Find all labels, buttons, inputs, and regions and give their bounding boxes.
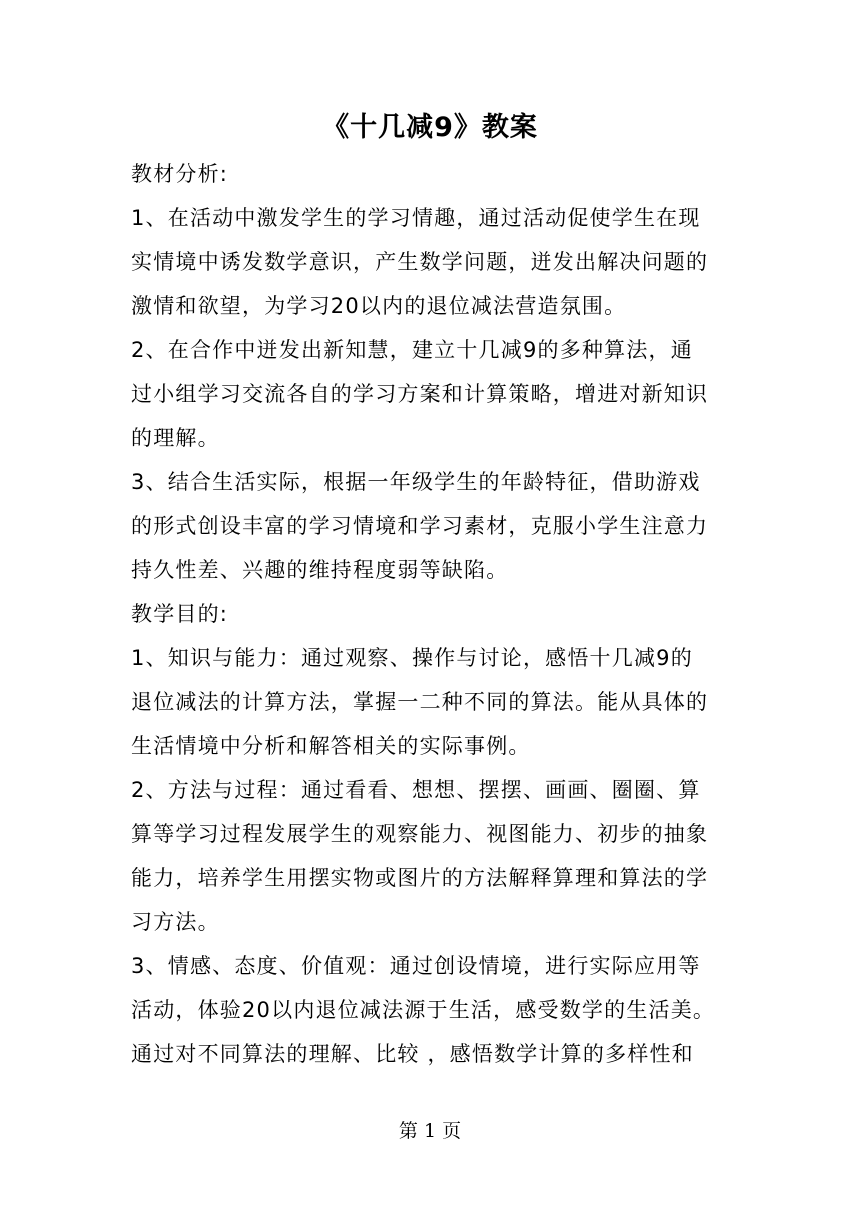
paragraph-line: 2、方法与过程：通过看看、想想、摆摆、画画、圈圈、算 <box>131 778 701 802</box>
paragraph-line: 生活情境中分析和解答相关的实际事例。 <box>131 734 531 758</box>
paragraph-line: 通过对不同算法的理解、比较 ，感悟数学计算的多样性和 <box>131 1042 694 1066</box>
paragraph-line: 习方法。 <box>131 910 220 934</box>
paragraph-line: 过小组学习交流各自的学习方案和计算策略，增进对新知识 <box>131 382 709 406</box>
document-title: 《十几减9》教案 <box>322 112 538 143</box>
paragraph-line: 1、在活动中激发学生的学习情趣，通过活动促使学生在现 <box>131 206 701 230</box>
page-number: 第 1 页 <box>398 1120 462 1142</box>
paragraph-line: 的形式创设丰富的学习情境和学习素材，克服小学生注意力 <box>131 514 709 538</box>
paragraph-line: 3、结合生活实际，根据一年级学生的年龄特征，借助游戏 <box>131 470 701 494</box>
paragraph-line: 退位减法的计算方法，掌握一二种不同的算法。能从具体的 <box>131 690 709 714</box>
paragraph-line: 能力，培养学生用摆实物或图片的方法解释算理和算法的学 <box>131 866 709 890</box>
paragraph-line: 算等学习过程发展学生的观察能力、视图能力、初步的抽象 <box>131 822 709 846</box>
section-heading-material-analysis: 教材分析: <box>131 162 229 186</box>
paragraph-line: 活动，体验20以内退位减法源于生活，感受数学的生活美。 <box>131 998 716 1022</box>
section-heading-teaching-objectives: 教学目的: <box>131 602 229 626</box>
paragraph-line: 的理解。 <box>131 426 220 450</box>
paragraph-line: 2、在合作中迸发出新知慧，建立十几减9的多种算法，通 <box>131 338 693 362</box>
paragraph-line: 持久性差、兴趣的维持程度弱等缺陷。 <box>131 558 509 582</box>
paragraph-line: 激情和欲望，为学习20以内的退位减法营造氛围。 <box>131 294 627 318</box>
document-body <box>131 152 739 1076</box>
paragraph-line: 1、知识与能力：通过观察、操作与讨论，感悟十几减9的 <box>131 646 693 670</box>
paragraph-line: 3、情感、态度、价值观：通过创设情境，进行实际应用等 <box>131 954 701 978</box>
paragraph-line: 实情境中诱发数学意识，产生数学问题，迸发出解决问题的 <box>131 250 709 274</box>
